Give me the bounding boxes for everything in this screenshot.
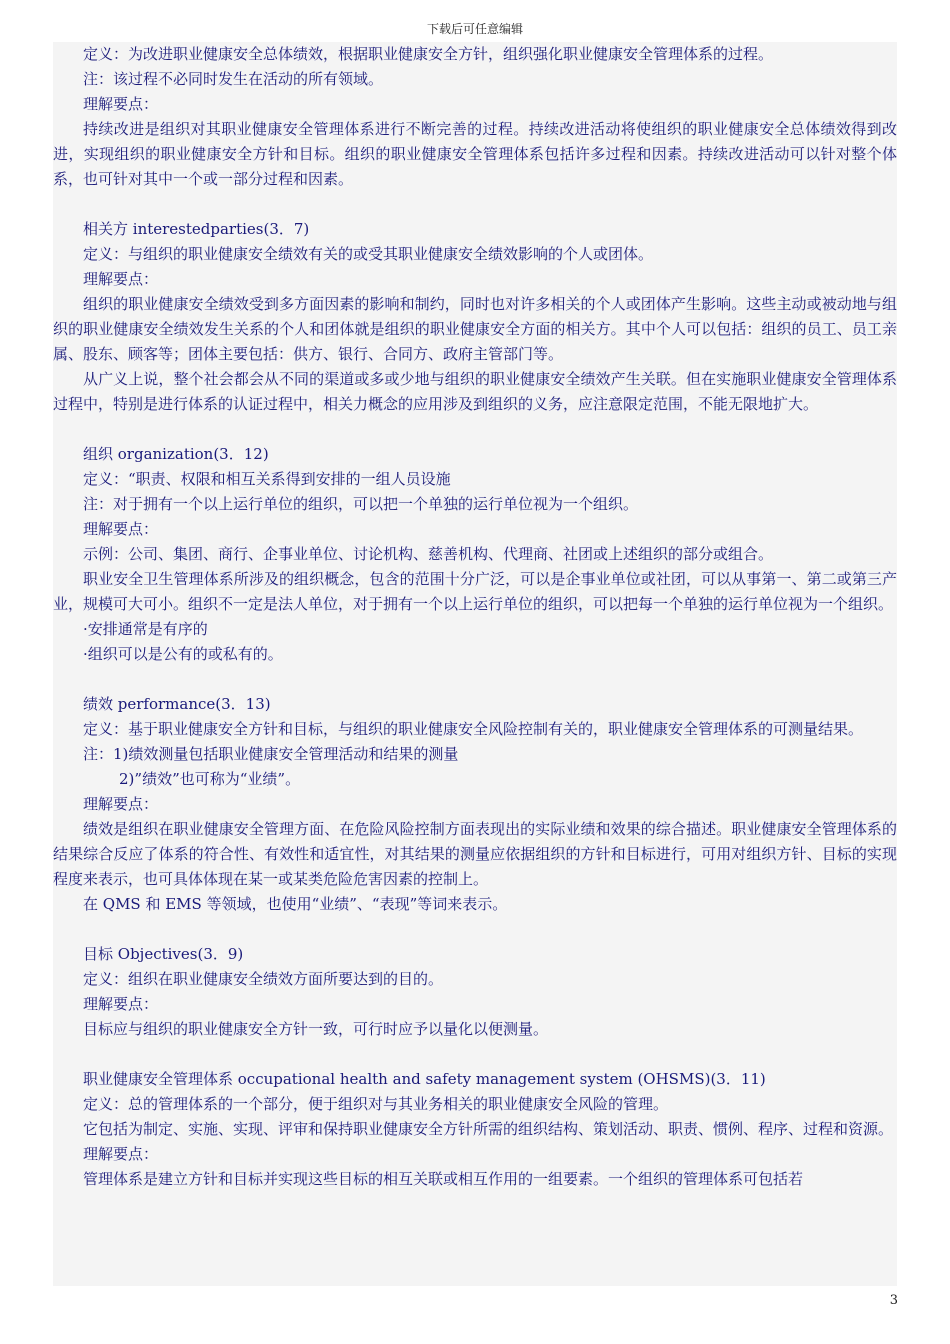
paragraph: 绩效 performance(3．13) xyxy=(83,695,271,713)
paragraph: ·安排通常是有序的 xyxy=(83,620,208,638)
paragraph: 目标 Objectives(3．9) xyxy=(83,945,244,963)
paragraph: 组织的职业健康安全绩效受到多方面因素的影响和制约，同时也对许多相关的个人或团体产生影响。这些主动或被动地与组织的职业健康安全绩效发生关系的个人和团体就是组织的职业健康安全方面的相关方。其中个人可以包括：组织的员工、员工亲属、股东、顾客等；团体主要包括：供方、银行、合同方、政府主管部门等。 xyxy=(53,295,897,363)
paragraph: 它包括为制定、实施、实现、评审和保持职业健康安全方针所需的组织结构、策划活动、职责、惯例、程序、过程和资源。 xyxy=(83,1120,894,1138)
paragraph: 管理体系是建立方针和目标并实现这些目标的相互关联或相互作用的一组要素。一个组织的管理体系可包括若 xyxy=(83,1170,804,1188)
paragraph: ·组织可以是公有的或私有的。 xyxy=(83,645,283,663)
blank-line xyxy=(53,1042,897,1067)
paragraph: 定义：基于职业健康安全方针和目标，与组织的职业健康安全风险控制有关的，职业健康安全管理体系的可测量结果。 xyxy=(83,720,864,738)
paragraph: 理解要点： xyxy=(83,95,159,113)
paragraph: 职业健康安全管理体系 occupational health and safety management system (OHSMS)(3．11) xyxy=(83,1070,766,1088)
blank-line xyxy=(53,192,897,217)
paragraph: 定义：总的管理体系的一个部分，便于组织对与其业务相关的职业健康安全风险的管理。 xyxy=(83,1095,669,1113)
paragraph: 持续改进是组织对其职业健康安全管理体系进行不断完善的过程。持续改进活动将使组织的职业健康安全总体绩效得到改进，实现组织的职业健康安全方针和目标。组织的职业健康安全管理体系包括许多过程和因素。持续改进活动可以针对整个体系，也可针对其中一个或一部分过程和因素。 xyxy=(53,120,897,188)
paragraph: 理解要点： xyxy=(83,270,159,288)
paragraph: 理解要点： xyxy=(83,1145,159,1163)
paragraph: 理解要点： xyxy=(83,520,159,538)
blank-line xyxy=(53,917,897,942)
paragraph: 示例：公司、集团、商行、企事业单位、讨论机构、慈善机构、代理商、社团或上述组织的部分或组合。 xyxy=(83,545,774,563)
paragraph: 从广义上说，整个社会都会从不同的渠道或多或少地与组织的职业健康安全绩效产生关联。但在实施职业健康安全管理体系过程中，特别是进行体系的认证过程中，相关力概念的应用涉及到组织的义务，应注意限定范围，不能无限地扩大。 xyxy=(53,370,897,413)
paragraph: 注：1)绩效测量包括职业健康安全管理活动和结果的测量 xyxy=(83,745,459,763)
paragraph: 理解要点： xyxy=(83,995,159,1013)
paragraph: 定义：为改进职业健康安全总体绩效，根据职业健康安全方针，组织强化职业健康安全管理体系的过程。 xyxy=(83,45,774,63)
paragraph: 2)”绩效”也可称为“业绩”。 xyxy=(119,770,301,788)
paragraph: 组织 organization(3．12) xyxy=(83,445,269,463)
page-number: 3 xyxy=(889,1293,898,1308)
paragraph: 理解要点： xyxy=(83,795,159,813)
blank-line xyxy=(53,667,897,692)
paragraph: 定义：与组织的职业健康安全绩效有关的或受其职业健康安全绩效影响的个人或团体。 xyxy=(83,245,654,263)
paragraph: 目标应与组织的职业健康安全方针一致，可行时应予以量化以便测量。 xyxy=(83,1020,549,1038)
paragraph: 绩效是组织在职业健康安全管理方面、在危险风险控制方面表现出的实际业绩和效果的综合描述。职业健康安全管理体系的结果综合反应了体系的符合性、有效性和适宜性，对其结果的测量应依据组织的方针和目标进行，可用对组织方针、目标的实现程度来表示，也可具体体现在某一或某类危险危害因素的控制上。 xyxy=(53,820,897,888)
document-body xyxy=(53,42,897,1286)
blank-line xyxy=(53,417,897,442)
page-header: 下载后可任意编辑 xyxy=(426,22,523,36)
paragraph: 注：该过程不必同时发生在活动的所有领域。 xyxy=(83,70,384,88)
paragraph: 相关方 interestedparties(3．7) xyxy=(83,220,310,238)
paragraph: 在 QMS 和 EMS 等领域，也使用“业绩”、“表现”等词来表示。 xyxy=(83,895,508,913)
paragraph: 定义：“职责、权限和相互关系得到安排的一组人员设施 xyxy=(83,470,451,488)
paragraph: 职业安全卫生管理体系所涉及的组织概念，包含的范围十分广泛，可以是企事业单位或社团，可以从事第一、第二或第三产业，规模可大可小。组织不一定是法人单位，对于拥有一个以上运行单位的组织，可以把每一个单独的运行单位视为一个组织。 xyxy=(53,570,897,613)
paragraph: 注：对于拥有一个以上运行单位的组织，可以把一个单独的运行单位视为一个组织。 xyxy=(83,495,639,513)
paragraph: 定义：组织在职业健康安全绩效方面所要达到的目的。 xyxy=(83,970,444,988)
